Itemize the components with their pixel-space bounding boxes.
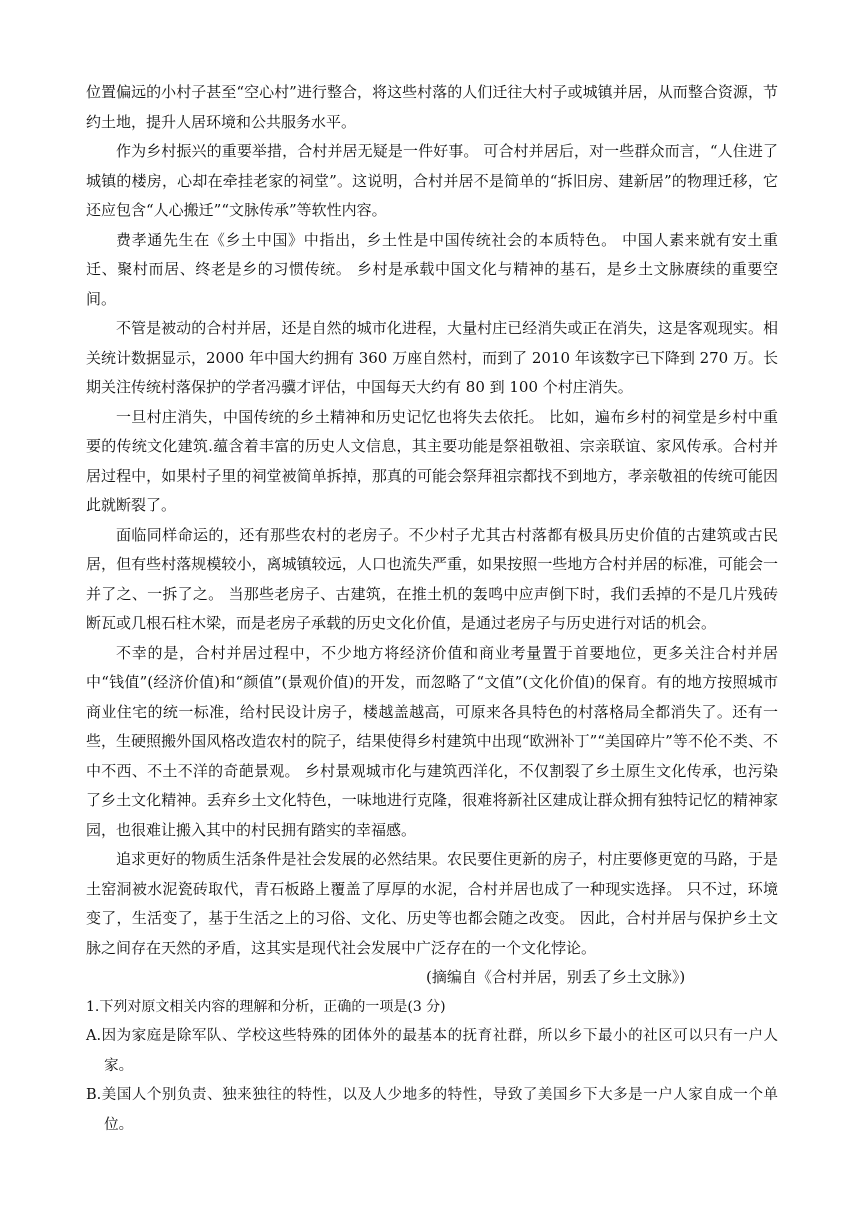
paragraph-2: 作为乡村振兴的重要举措，合村并居无疑是一件好事。 可合村并居后，对一些群众而言，“人住进了城镇的楼房，心却在牵挂老家的祠堂”。这说明，合村并居不是简单的“拆旧房、建新居”的物理迁移，它还应包含“人心搬迁”“文脉传承”等软性内容。 [86, 142, 778, 219]
paragraph-8: 追求更好的物质生活条件是社会发展的必然结果。农民要住更新的房子，村庄要修更宽的马路，于是土窑洞被水泥瓷砖取代，青石板路上覆盖了厚厚的水泥，合村并居也成了一种现实选择。 只不过，环境变了，生活变了，基于生活之上的习俗、文化、历史等也都会随之改变。 因此，合村并居与保护乡土文脉之间存在天然的矛盾，这其实是现代社会发展中广泛存在的一个文化悖论。 [86, 850, 778, 957]
paragraph-1: 位置偏远的小村子甚至“空心村”进行整合，将这些村落的人们迁往大村子或城镇并居，从而整合资源，节约土地，提升人居环境和公共服务水平。 [86, 83, 778, 131]
paragraph-6: 面临同样命运的，还有那些农村的老房子。不少村子尤其古村落都有极具历史价值的古建筑或古民居，但有些村落规模较小，离城镇较远，人口也流失严重，如果按照一些地方合村并居的标准，可能会一并了之、一拆了之。 当那些老房子、古建筑，在推土机的轰鸣中应声倒下时，我们丢掉的不是几片残砖断瓦或几根石柱木梁，而是老房子承载的历史文化价值，是通过老房子与历史进行对话的机会。 [86, 525, 778, 632]
option-a: A.因为家庭是除军队、学校这些特殊的团体外的最基本的抚育社群，所以乡下最小的社区可以只有一户人家。 [86, 1028, 778, 1074]
paragraph-3: 费孝通先生在《乡土中国》中指出，乡土性是中国传统社会的本质特色。 中国人素来就有安土重迁、聚村而居、终老是乡的习惯传统。 乡村是承载中国文化与精神的基石，是乡土文脉赓续的重要空间。 [86, 230, 778, 308]
article-body [86, 78, 778, 1140]
question-stem: 1.下列对原文相关内容的理解和分析，正确的一项是(3 分) [86, 998, 446, 1015]
paragraph-5: 一旦村庄消失，中国传统的乡土精神和历史记忆也将失去依托。 比如，遍布乡村的祠堂是乡村中重要的传统文化建筑.蕴含着丰富的历史人文信息，其主要功能是祭祖敬祖、宗亲联谊、家风传承。合村并居过程中，如果村子里的祠堂被简单拆掉，那真的可能会祭拜祖宗都找不到地方，孝亲敬祖的传统可能因此就断裂了。 [86, 407, 778, 514]
option-b: B.美国人个别负责、独来独往的特性，以及人少地多的特性，导致了美国乡下大多是一户人家自成一个单位。 [86, 1087, 778, 1133]
article-source: (摘编自《合村并居，别丢了乡土文脉》) [426, 968, 686, 986]
paragraph-4: 不管是被动的合村并居，还是自然的城市化进程，大量村庄已经消失或正在消失，这是客观现实。相关统计数据显示，2000 年中国大约拥有 360 万座自然村，而到了 2010 年该数字已下降到 270 万。长期关注传统村落保护的学者冯骥才评估，中国每天大约有 80 到 100 个村庄消失。 [86, 319, 778, 396]
paragraph-7: 不幸的是，合村并居过程中，不少地方将经济价值和商业考量置于首要地位，更多关注合村并居中“钱值”(经济价值)和“颜值”(景观价值)的开发，而忽略了“文值”(文化价值)的保育。有的地方按照城市商业住宅的统一标准，给村民设计房子，楼越盖越高，可原来各具特色的村落格局全都消失了。还有一些，生硬照搬外国风格改造农村的院子，结果使得乡村建筑中出现“欧洲补丁”“美国碎片”等不伦不类、不中不西、不土不洋的奇葩景观。 乡村景观城市化与建筑西洋化，不仅割裂了乡土原生文化传承，也污染了乡土文化精神。丢弃乡土文化特色，一味地进行克隆，很难将新社区建成让群众拥有独特记忆的精神家园，也很难让搬入其中的村民拥有踏实的幸福感。 [86, 643, 778, 839]
